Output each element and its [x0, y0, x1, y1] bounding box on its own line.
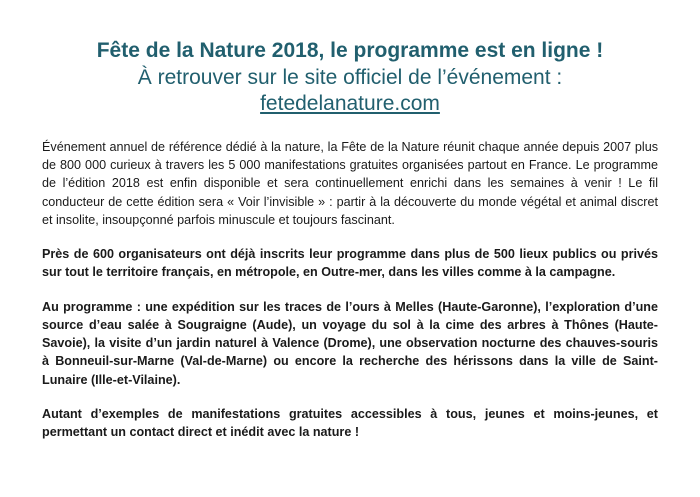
website-link[interactable]: fetedelanature.com: [260, 92, 440, 116]
document-title: Fête de la Nature 2018, le programme est en ligne !: [96, 39, 604, 62]
document-header: [42, 38, 658, 118]
intro-paragraph: Événement annuel de référence dédié à la nature, la Fête de la Nature réunit chaque année depuis 2007 plus de 800 000 curieux à travers les 5 000 manifestations gratuites organisées partout en France. Le programme de l’édition 2018 est enfin disponible et sera continuellement enrichi dans les semaines à venir ! Le fil conducteur de cette édition sera « Voir l’invisible » : partir à la découverte du monde végétal et animal discret et insolite, insoupçonné parfois minuscule et toujours fascinant.: [42, 139, 658, 227]
document-body: [42, 138, 658, 442]
organizers-paragraph: Près de 600 organisateurs ont déjà inscrits leur programme dans plus de 500 lieux publics ou privés sur tout le territoire français, en métropole, en Outre-mer, dans les villes comme à la campagne.: [42, 247, 658, 280]
closing-paragraph: Autant d’exemples de manifestations gratuites accessibles à tous, jeunes et moins-jeunes, et permettant un contact direct et inédit avec la nature !: [42, 406, 658, 440]
document-subtitle: À retrouver sur le site officiel de l’événement :: [137, 65, 563, 89]
program-paragraph: Au programme : une expédition sur les traces de l’ours à Melles (Haute-Garonne), l’exploration d’une source d’eau salée à Sougraigne (Aude), un voyage du sol à la cime des arbres à Thônes (Haute-Savoie), la visite d’un jardin naturel à Valence (Drome), une observation nocturne des chauves-souris à Bonneuil-sur-Marne (Val-de-Marne) ou encore la recherche des hérissons dans la ville de Saint-Lunaire (Ille-et-Vilaine).: [42, 299, 658, 387]
